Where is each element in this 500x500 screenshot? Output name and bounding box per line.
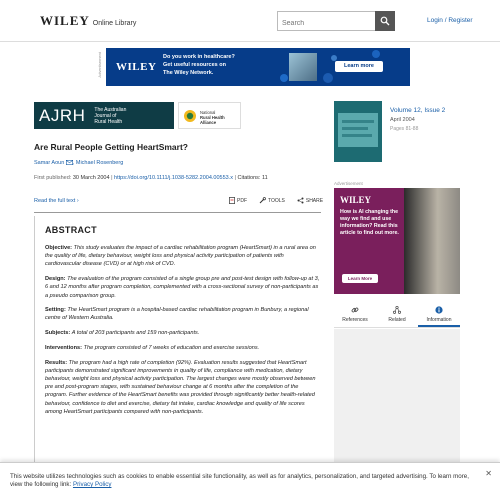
tools-button[interactable] bbox=[259, 197, 285, 204]
brand-name: WILEY bbox=[40, 13, 90, 28]
article-title: Are Rural People Getting HeartSmart? bbox=[34, 142, 188, 152]
close-icon[interactable]: ✕ bbox=[485, 469, 492, 478]
issue-info bbox=[390, 107, 445, 132]
search-input[interactable] bbox=[278, 15, 376, 33]
author-list bbox=[34, 160, 123, 166]
abstract-label: Subjects: bbox=[45, 330, 71, 337]
abstract-label: Results: bbox=[45, 359, 68, 366]
pdf-icon bbox=[229, 197, 235, 204]
abstract-paragraph bbox=[45, 359, 321, 416]
ad-text bbox=[163, 53, 273, 77]
cover-graphic bbox=[340, 116, 376, 142]
pdf-button[interactable] bbox=[229, 197, 247, 204]
ad-wiley-logo: WILEY bbox=[340, 195, 372, 205]
journal-name-line-1: The Australian bbox=[94, 106, 127, 113]
journal-abbr: AJRH bbox=[39, 105, 86, 125]
issue-pages: Pages 81-88 bbox=[390, 126, 419, 132]
ad-text: How is AI changing the way we find and use information? Read this article to find out more. bbox=[340, 209, 399, 236]
ad-photo bbox=[289, 53, 317, 81]
author-link[interactable]: Michael Rosenberg bbox=[75, 160, 124, 166]
brand-subtitle: Online Library bbox=[92, 20, 137, 27]
cookie-message bbox=[10, 473, 480, 489]
abstract-paragraph bbox=[45, 344, 321, 352]
email-icon[interactable] bbox=[66, 160, 73, 165]
tab-references[interactable] bbox=[334, 305, 376, 327]
share-button[interactable] bbox=[297, 197, 323, 204]
share-label: SHARE bbox=[305, 197, 324, 204]
article-actions bbox=[229, 197, 323, 204]
abstract-text: The HeartSmart program is a hospital-based cardiac rehabilitation program in Bunbury, a regional centre of Western Australia. bbox=[45, 307, 309, 322]
partner-line-2: Rural Health bbox=[200, 115, 225, 120]
abstract-paragraph bbox=[45, 329, 321, 337]
sidebar-tabs bbox=[334, 305, 460, 328]
partner-line-1: National bbox=[200, 110, 216, 115]
ad-line-2: Get useful resources on bbox=[163, 62, 226, 68]
ad-wiley-logo: WILEY bbox=[116, 61, 157, 73]
author-separator: , bbox=[72, 160, 75, 166]
divider bbox=[34, 212, 321, 213]
info-icon bbox=[435, 306, 443, 314]
abstract-paragraph bbox=[45, 275, 321, 300]
abstract-label: Interventions: bbox=[45, 344, 82, 351]
separator: | bbox=[111, 175, 113, 181]
abstract-heading: ABSTRACT bbox=[45, 225, 97, 235]
tab-label: Related bbox=[388, 317, 406, 323]
cookie-banner bbox=[0, 462, 500, 500]
ad-learn-more-button[interactable]: Learn more bbox=[335, 61, 383, 72]
search-button[interactable] bbox=[375, 11, 395, 31]
abstract-label: Objective: bbox=[45, 245, 73, 251]
tab-content-panel bbox=[334, 329, 460, 479]
search-icon bbox=[380, 16, 390, 26]
journal-logo[interactable] bbox=[34, 102, 174, 129]
ad-learn-more-button[interactable]: Learn More bbox=[342, 274, 378, 283]
site-header bbox=[0, 0, 500, 42]
top-ad-banner[interactable] bbox=[106, 48, 410, 86]
author-link[interactable]: Samar Aoun bbox=[34, 160, 65, 166]
tab-label: Information bbox=[426, 317, 452, 323]
side-ad-banner[interactable] bbox=[334, 188, 460, 294]
issue-date: April 2004 bbox=[390, 117, 415, 123]
journal-full-name bbox=[85, 107, 126, 125]
citations-count[interactable]: Citations: 11 bbox=[237, 175, 268, 181]
publication-info bbox=[34, 175, 268, 181]
separator: | bbox=[234, 175, 236, 181]
ad-line-1: Do you work in healthcare? bbox=[163, 54, 235, 60]
abstract-text: The program had a high rate of completion (92%). Evaluation results suggested that HeartSmart participants demonstrated significant improvements in quality of life, compliance with medication, dietary behaviour, weight loss and physical activity participation. The largest changes were mostly observed between pre and post-program stages, with sustained behaviour change at 6 months after the completion of the program. Further evidence of the HeartSmart benefits was provided through significantly better health-related behaviour, confidence to diet and exercise, dietary fat intake, cardiac knowledge and quality of life scores among HeartSmart participants compared with non-participants. bbox=[45, 359, 316, 415]
issue-volume-link[interactable]: Volume 12, Issue 2 bbox=[390, 107, 446, 114]
tab-related[interactable] bbox=[376, 305, 418, 327]
wiley-logo[interactable] bbox=[40, 13, 136, 29]
nrha-logo-icon bbox=[183, 109, 197, 123]
privacy-policy-link[interactable]: Privacy Policy bbox=[72, 481, 112, 488]
ad-label: Advertisement bbox=[334, 181, 363, 186]
ad-label: Advertisement bbox=[97, 52, 102, 78]
partner-line-3: Alliance bbox=[200, 120, 217, 125]
tab-label: References bbox=[342, 317, 368, 323]
abstract-text: The evaluation of the program consisted of a single group pre and post-test design with follow-up at 3, 6 and 12 months after program completion, complemented with a cross-sectional survey of non-participants as a pseudo comparison group. bbox=[45, 276, 320, 299]
cookie-text: This website utilizes technologies such as cookies to enable essential site functionality, as well as for analytics, personalization, and targeted advertising. To learn more, view the following link: bbox=[10, 473, 469, 488]
published-label: First published: bbox=[34, 175, 72, 181]
abstract-paragraph bbox=[45, 306, 321, 322]
journal-name-line-3: Rural Health bbox=[94, 118, 123, 125]
abstract-text: This study evaluates the impact of a cardiac rehabilitation program (HeartSmart) in a rural area on the quality of life, dietary behaviour, weight loss and physical activity participation of patients with cardiovascular disease (CVD) or at high risk of CVD. bbox=[45, 245, 316, 268]
chevron-right-icon: › bbox=[76, 198, 79, 204]
abstract-label: Setting: bbox=[45, 307, 66, 314]
abstract-label: Design: bbox=[45, 276, 66, 283]
tab-information[interactable] bbox=[418, 305, 460, 327]
login-register-link[interactable]: Login / Register bbox=[427, 17, 473, 24]
journal-cover-image[interactable] bbox=[334, 101, 382, 162]
ad-robot-image bbox=[404, 188, 460, 294]
partner-name bbox=[200, 110, 225, 125]
share-icon bbox=[297, 197, 304, 204]
abstract-section bbox=[34, 216, 321, 476]
abstract-text: The program consisted of 7 weeks of education and exercise sessions. bbox=[83, 344, 260, 351]
pdf-label: PDF bbox=[237, 197, 247, 204]
published-date: 30 March 2004 bbox=[72, 175, 110, 181]
journal-name-line-2: Journal of bbox=[94, 112, 117, 119]
tools-label: TOOLS bbox=[268, 197, 285, 204]
partner-logo[interactable] bbox=[178, 102, 241, 129]
network-icon bbox=[393, 306, 401, 314]
search-box bbox=[277, 11, 395, 31]
abstract-paragraph bbox=[45, 244, 321, 269]
read-full-text-label: Read the full text bbox=[34, 198, 76, 204]
link-icon bbox=[351, 306, 359, 314]
abstract-text: A total of 203 participants and 159 non-participants. bbox=[71, 330, 200, 337]
ad-line-3: The Wiley Network. bbox=[163, 70, 214, 76]
read-full-text-link[interactable] bbox=[34, 198, 79, 204]
doi-link[interactable]: https://doi.org/10.1111/j.1038-5282.2004.00553.x bbox=[114, 175, 233, 181]
wrench-icon bbox=[259, 197, 266, 204]
